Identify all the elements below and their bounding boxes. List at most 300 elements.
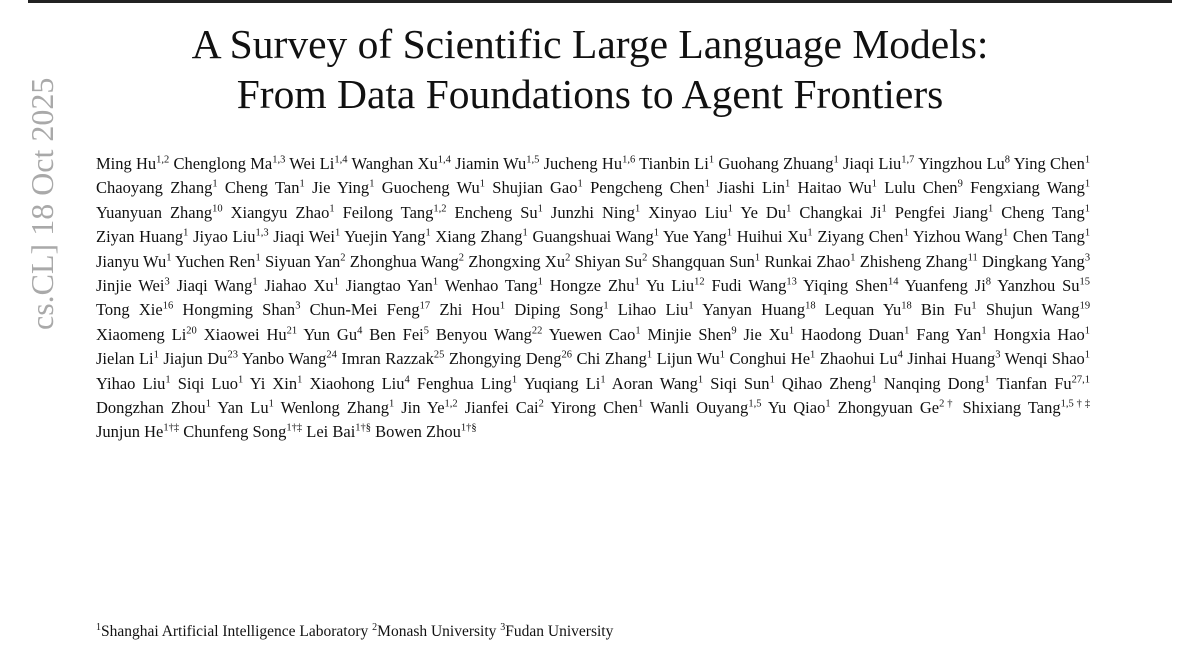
author-name: Jianfei Cai [464,398,539,418]
author-name: Lijun Wu [656,349,720,369]
author-affiliation-mark: 22 [531,325,543,337]
author-affiliation-mark: 1,7 [901,154,915,166]
author [163,349,238,368]
author-affiliation-mark: 1,2 [444,398,458,410]
author-affiliation-mark: 1 [881,203,887,215]
author [740,203,791,222]
author [768,398,831,417]
author-affiliation-mark: 2† [939,398,956,410]
author-name: Siyuan Yan [264,251,341,271]
author-name: Wenhao Tang [444,276,538,296]
author-name: Jielan Li [96,349,154,369]
author-name: Guocheng Wu [381,178,480,198]
author-affiliation-mark: 1 [153,349,159,361]
author [369,325,429,344]
author [905,276,991,295]
author-name: Xiaomeng Li [96,324,187,344]
author [532,227,659,246]
author-affiliation-mark: 1 [754,252,761,264]
author [439,300,505,319]
author [96,252,171,271]
author [183,422,302,441]
author [343,203,447,222]
author-name: Jiaqi Wei [273,227,335,247]
author-name: Jiangtao Yan [345,276,433,296]
author-affiliation-mark: 1 [653,227,659,239]
author-affiliation-mark: 18 [901,300,912,312]
author-name: Shangquan Sun [651,251,755,271]
author-name: Diping Song [514,300,604,320]
affiliation-number: 2 [372,622,378,633]
author [652,252,761,271]
author-name: Xiangyu Zhao [230,202,330,222]
author-affiliation-mark: 1 [297,374,303,386]
author [921,300,977,319]
author-affiliation-mark: 1 [903,227,909,239]
author-name: Yuejin Yang [344,227,426,247]
author [612,374,703,393]
author [382,178,485,197]
author-name: Yingzhou Lu [918,154,1005,173]
author-affiliation-mark: 25 [433,349,445,361]
author-name: Jiashi Lin [717,178,785,198]
author-affiliation-mark: 13 [786,276,797,288]
author-name: Guohang Zhuang [718,154,834,173]
author [312,178,374,197]
author-affiliation-mark: 1 [165,374,171,386]
author-affiliation-mark: 1 [981,325,987,337]
author-affiliation-mark: 1 [784,178,791,190]
author [96,300,173,319]
author [96,203,223,222]
author-affiliation-mark: 15 [1079,276,1090,288]
author-name: Aoran Wang [611,373,698,393]
author-affiliation-mark: 1 [1084,154,1091,166]
author-affiliation-mark: 8 [985,276,992,288]
author [799,203,886,222]
author [1013,227,1090,246]
author-name: Encheng Su [454,202,538,222]
author-affiliation-mark: 1 [850,252,856,264]
author [341,349,444,368]
author-name: Cheng Tan [224,178,300,198]
author-name: Dingkang Yang [982,251,1085,271]
author-affiliation-mark: 1 [499,300,506,312]
author-affiliation-mark: 1 [425,227,431,239]
author-name: Imran Razzak [341,349,434,369]
author-name: Yuanyuan Zhang [96,202,213,222]
author-affiliation-mark: 1 [511,374,518,386]
author-affiliation-mark: 16 [162,300,174,312]
author [986,300,1090,319]
author-affiliation-mark: 1 [522,227,528,239]
author-name: Conghui He [729,349,811,369]
author [895,203,993,222]
author-name: Zhonghua Wang [349,251,459,271]
author [242,349,337,368]
author-name: Jiaqi Liu [842,154,902,173]
author [514,300,608,319]
author [916,325,986,344]
author-name: Tong Xie [96,300,163,320]
author-name: Jiajun Du [163,349,228,369]
author [231,203,335,222]
author-affiliation-mark: 1,6 [622,154,636,166]
author-affiliation-mark: 1 [205,398,211,410]
author-affiliation-mark: 1,5†‡ [1060,398,1091,410]
author-name: Zhisheng Zhang [859,251,968,271]
author-affiliation-mark: 1 [634,203,641,215]
author-name: Zhongyuan Ge [837,398,940,418]
author-name: Wei Li [289,154,335,173]
author [174,154,286,173]
author-name: Jianyu Wu [96,251,167,271]
author-name: Zhi Hou [439,300,500,320]
author-affiliation-mark: 1,2 [156,154,170,166]
author-affiliation-mark: 4 [357,325,363,337]
author-name: Jiaqi Wang [176,276,253,296]
author-name: Yuanfeng Ji [904,276,986,296]
author-affiliation-mark: 1 [479,178,485,190]
title-line-2: From Data Foundations to Agent Frontiers [236,71,944,117]
author-name: Lei Bai [306,422,356,442]
author-affiliation-mark: 9 [957,178,963,190]
affiliation-name: Shanghai Artificial Intelligence Laboratory [101,623,369,640]
author [737,227,813,246]
author [375,422,476,441]
author-affiliation-mark: 1 [871,374,877,386]
author-name: Zhaohui Lu [819,349,898,369]
author-affiliation-mark: 1†‡ [163,422,180,434]
author-name: Jiyao Liu [193,227,256,247]
author-affiliation-mark: 1 [769,374,775,386]
author-affiliation-mark: 2 [642,252,648,264]
author-name: Fudi Wang [711,276,787,296]
author-name: Yirong Chen [550,398,639,418]
author-name: Zhongxing Xu [468,251,566,271]
author-name: Yanbo Wang [241,349,327,369]
author-name: Changkai Ji [799,202,882,222]
author [273,227,340,246]
author [204,325,297,344]
author [265,252,346,271]
author-affiliation-mark: 27,1 [1071,374,1090,386]
author-name: Yizhou Wang [912,227,1003,247]
author-affiliation-mark: 4 [897,349,903,361]
author-name: Yuchen Ren [175,251,256,271]
author-name: Xinyao Liu [648,202,728,222]
author-name: Wanli Ouyang [650,398,749,418]
author [918,154,1010,173]
author-name: Ming Hu [96,154,157,173]
author-name: Jucheng Hu [543,154,623,173]
author [994,325,1090,344]
author [281,398,395,417]
author [639,154,714,173]
author-name: Chenglong Ma [173,154,273,173]
author-name: Chi Zhang [576,349,647,369]
author [551,203,640,222]
author-name: Pengcheng Chen [590,178,705,198]
author-affiliation-mark: 1 [537,203,543,215]
affiliation-number: 3 [500,622,506,633]
author-affiliation-mark: 1 [1084,203,1090,215]
author-name: Dongzhan Zhou [96,398,206,418]
affiliation-name: Fudan University [505,623,614,640]
author-affiliation-mark: 5 [423,325,430,337]
author-affiliation-mark: 1 [388,398,395,410]
author [182,300,300,319]
author [350,252,464,271]
author [618,300,694,319]
author-affiliation-mark: 18 [805,300,816,312]
author [860,252,978,271]
author-affiliation-mark: 1 [600,374,606,386]
author-affiliation-mark: 1 [329,203,335,215]
author-name: Jiahao Xu [264,276,334,296]
author-name: Lulu Chen [884,178,958,198]
author-affiliation-mark: 1 [432,276,439,288]
author [843,154,914,173]
author-affiliation-mark: 1 [1002,227,1009,239]
author-name: Yihao Liu [96,373,166,393]
author-affiliation-mark: 1 [727,203,733,215]
author-affiliation-mark: 1 [646,349,653,361]
author-affiliation-mark: 1 [807,227,813,239]
author [550,276,640,295]
author [265,276,339,295]
author-affiliation-mark: 1 [369,178,375,190]
author [435,227,527,246]
author [436,325,543,344]
author-affiliation-mark: 1 [904,325,910,337]
author [838,398,956,417]
author-name: Wenlong Zhang [280,398,389,418]
author [710,374,775,393]
author-affiliation-mark: 1 [1084,349,1091,361]
author-affiliation-mark: 19 [1079,300,1091,312]
author-affiliation-mark: 23 [227,349,238,361]
author-affiliation-mark: 1 [577,178,583,190]
author [549,325,641,344]
author-name: Jiamin Wu [455,154,527,173]
author [344,227,430,246]
author-affiliation-mark: 2 [458,252,464,264]
author [744,325,795,344]
author-affiliation-mark: 1 [183,227,189,239]
author-affiliation-mark: 10 [212,203,223,215]
author [306,422,371,441]
author [907,349,1000,368]
author [798,178,877,197]
author-name: Zhongying Deng [448,349,562,369]
author [702,300,815,319]
author [729,349,815,368]
author-affiliation-mark: 1 [719,349,725,361]
author-affiliation-mark: 1 [255,252,261,264]
author-affiliation-mark: 9 [731,325,737,337]
author-name: Yu Qiao [767,398,826,418]
author-name: Benyou Wang [435,324,532,344]
author-name: Bin Fu [920,300,972,320]
author [310,300,431,319]
author-name: Jinjie Wei [96,276,165,296]
author-affiliation-mark: 3 [1084,252,1091,264]
author [544,154,636,173]
author-name: Nanqing Dong [883,373,985,393]
author [492,178,582,197]
author-name: Yi Xin [249,373,298,393]
author-affiliation-mark: 1 [971,300,977,312]
author [982,252,1090,271]
author-affiliation-mark: 1,4 [334,154,348,166]
author-name: Feilong Tang [342,202,434,222]
author-affiliation-mark: 1 [708,154,715,166]
author [96,178,218,197]
author-name: Junjun He [96,422,164,442]
author-affiliation-mark: 1 [166,252,172,264]
author-name: Chen Tang [1012,227,1085,247]
author-name: Fengxiang Wang [970,178,1085,198]
author-name: Cheng Tang [1001,202,1085,222]
author-name: Chun-Mei Feng [309,300,420,320]
author-name: Tianbin Li [639,154,709,173]
author-affiliation-mark: 1 [1084,227,1091,239]
author [96,325,197,344]
author-name: Ying Chen [1013,154,1085,173]
author-affiliation-mark: 1,5 [526,154,540,166]
author [590,178,710,197]
author-affiliation-mark: 1,5 [748,398,762,410]
affiliation-number: 1 [96,622,101,633]
author-name: Junzhi Ning [550,202,635,222]
author [96,154,169,173]
author [445,276,543,295]
author [970,178,1090,197]
author-name: Pengfei Jiang [894,202,988,222]
author-affiliation-mark: 1 [688,300,694,312]
author-affiliation-mark: 1,3 [255,227,269,239]
author-affiliation-mark: 1 [212,178,218,190]
author [782,374,877,393]
author-name: Ben Fei [369,324,424,344]
author-affiliation-mark: 1 [635,325,641,337]
author [250,374,303,393]
author-name: Hongze Zhu [549,276,635,296]
author-name: Ziyan Huang [96,227,184,247]
author-name: Chaoyang Zhang [96,178,213,198]
author-affiliation-mark: 1,4 [437,154,451,166]
author-affiliation-mark: 11 [967,252,978,264]
author-affiliation-mark: 1 [726,227,733,239]
author-affiliation-mark: 14 [887,276,899,288]
author-name: Wanghan Xu [351,154,438,173]
author-name: Yu Liu [646,276,695,296]
author-affiliation-mark: 12 [694,276,705,288]
author-name: Fenghua Ling [416,373,512,393]
author [96,422,179,441]
author [193,227,269,246]
arxiv-stamp: cs.CL] 18 Oct 2025 [24,77,60,330]
author-name: Wenqi Shao [1004,349,1085,369]
author-name: Xiaowei Hu [203,324,287,344]
author-name: Yue Yang [663,227,727,247]
author [96,398,211,417]
author [309,374,409,393]
author-affiliation-mark: 1 [603,300,609,312]
author [801,325,909,344]
author [884,374,990,393]
author-name: Yun Gu [303,324,358,344]
author-name: Jinhai Huang [907,349,996,369]
author [576,349,652,368]
author-name: Yanzhou Su [997,276,1080,296]
author-name: Haitao Wu [797,178,872,198]
author [657,349,725,368]
author-affiliation-mark: 8 [1004,154,1011,166]
author-name: Qihao Zheng [781,373,872,393]
author [803,276,898,295]
author [825,300,912,319]
author-affiliation-mark: 1 [810,349,816,361]
author-name: Hongming Shan [182,300,296,320]
author-affiliation-mark: 1 [833,154,839,166]
author-affiliation-mark: 1 [268,398,274,410]
author-name: Guangshuai Wang [532,227,654,247]
author [1001,203,1090,222]
author [178,374,244,393]
author [96,276,170,295]
author-name: Yan Lu [217,398,269,418]
author-affiliation-mark: 1 [237,374,244,386]
author-affiliation-mark: 1 [537,276,543,288]
author [401,398,457,417]
author-affiliation-mark: 26 [561,349,572,361]
affiliation-name: Monash University [377,623,497,640]
author-affiliation-mark: 2 [565,252,571,264]
author-affiliation-mark: 1†§ [460,422,477,434]
author-name: Siqi Luo [177,373,238,393]
author [455,203,543,222]
author-name: Runkai Zhao [764,251,851,271]
author-affiliation-mark: 3 [995,349,1001,361]
author [417,374,517,393]
author-affiliation-mark: 1 [252,276,258,288]
author [650,398,761,417]
author-affiliation-mark: 1 [984,374,990,386]
author-affiliation-mark: 21 [286,325,298,337]
author-affiliation-mark: 3 [164,276,170,288]
author-name: Ziyang Chen [817,227,904,247]
author [303,325,362,344]
author [217,398,273,417]
author-affiliation-mark: 24 [326,349,337,361]
author-affiliation-mark: 3 [295,300,301,312]
author-affiliation-mark: 1†‡ [286,422,303,434]
author [225,178,305,197]
author-affiliation-mark: 1 [1084,178,1091,190]
author [663,227,732,246]
author [647,325,736,344]
author [468,252,570,271]
author-name: Haodong Duan [801,324,905,344]
author [712,276,797,295]
author-name: Ye Du [740,202,787,222]
author-name: Yiqing Shen [803,276,888,296]
author-name: Chunfeng Song [183,422,287,442]
author-affiliation-mark: 1 [638,398,644,410]
author [1014,154,1090,173]
